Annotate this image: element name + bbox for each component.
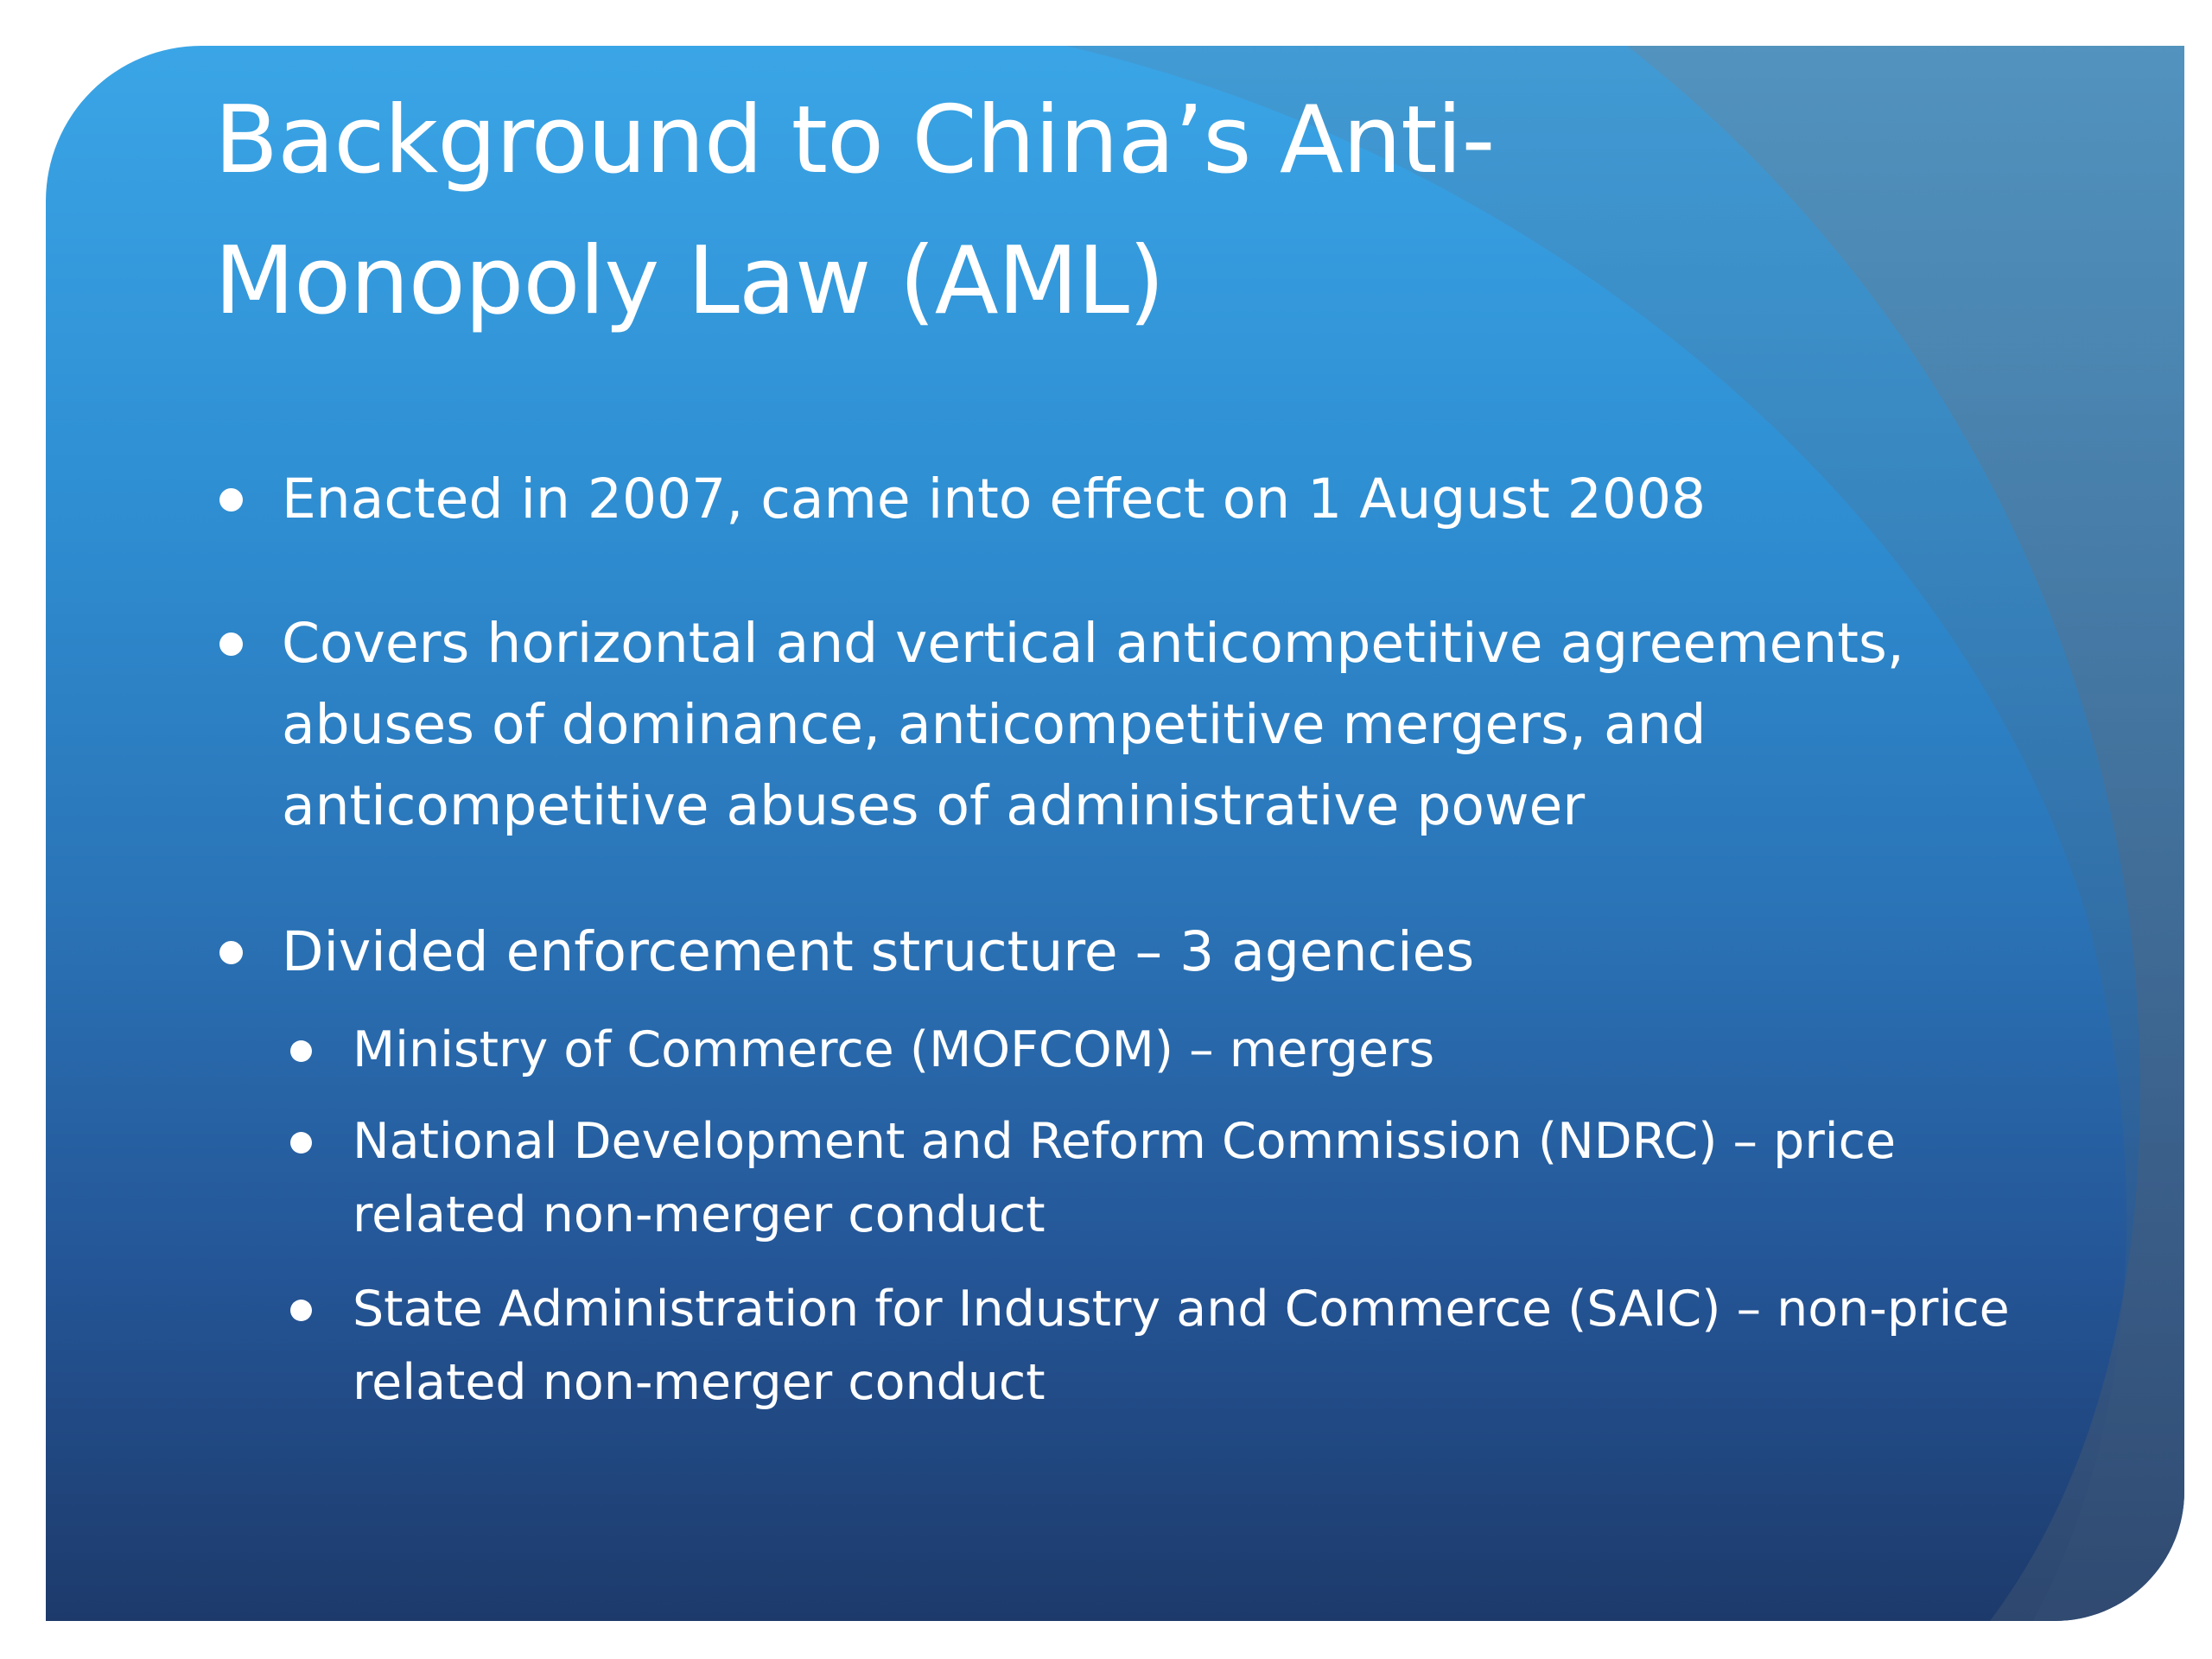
sub-bullet-text: Ministry of Commerce (MOFCOM) – mergers [353, 1021, 1435, 1078]
sub-bullet-dot-icon [290, 1132, 312, 1154]
sub-bullet-dot-icon [290, 1300, 312, 1321]
bullet-item [214, 459, 2029, 540]
sub-bullet-dot-icon [290, 1040, 312, 1062]
sub-bullet-item [285, 1105, 2013, 1252]
sub-bullet-text: State Administration for Industry and Commerce (SAIC) – non-price related non-merger conduct [353, 1281, 2010, 1411]
slide-content [46, 46, 2184, 1621]
sub-bullet-item [285, 1273, 2013, 1420]
bullet-text: Enacted in 2007, came into effect on 1 August 2008 [282, 467, 1707, 531]
bullet-dot-icon [219, 632, 243, 656]
sub-bullet-item [285, 1014, 2013, 1087]
bullet-text: Covers horizontal and vertical anticompetitive agreements, abuses of dominance, anticompetitive mergers, and anticompetitive abuses of administrative power [282, 612, 1904, 837]
bullet-dot-icon [219, 488, 243, 512]
bullet-text: Divided enforcement structure – 3 agencies [282, 920, 1475, 983]
bullet-item [214, 912, 2029, 993]
sub-bullet-text: National Development and Reform Commission (NDRC) – price related non-merger conduct [353, 1113, 1897, 1243]
slide-title: Background to China’s Anti-Monopoly Law (AML) [214, 86, 1495, 335]
bullet-item [214, 603, 2029, 847]
bullet-dot-icon [219, 941, 243, 964]
slide [46, 46, 2184, 1621]
